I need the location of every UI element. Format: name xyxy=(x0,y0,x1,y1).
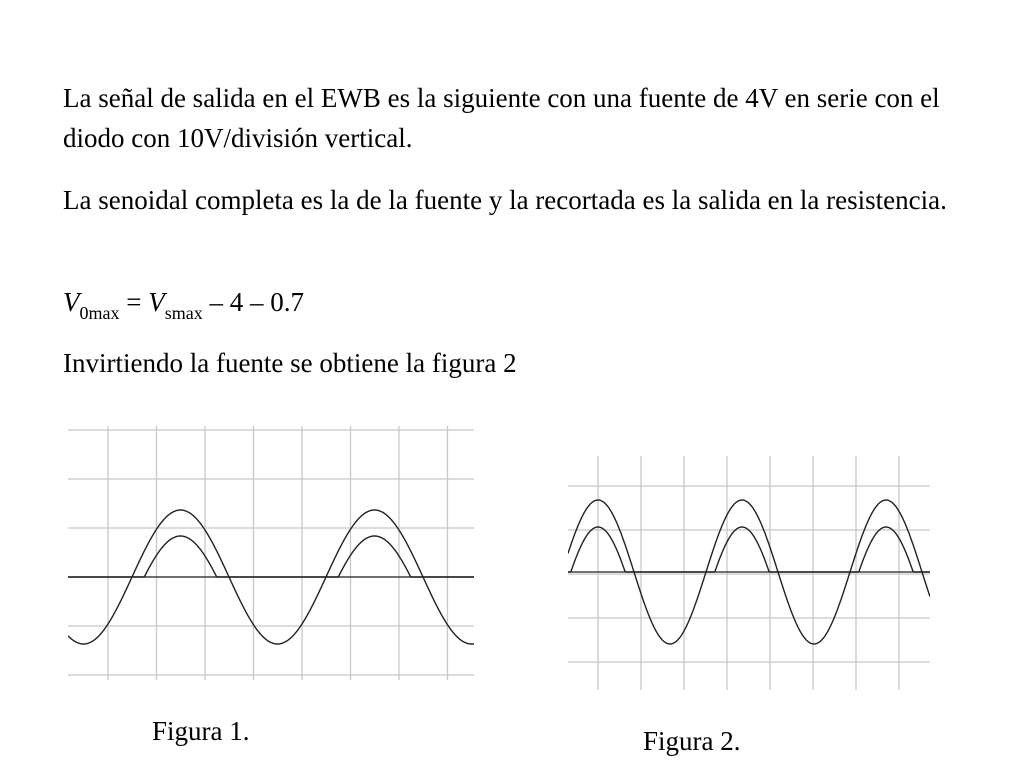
figure-1-scope xyxy=(68,426,474,680)
formula-v0-symbol: V xyxy=(63,287,80,317)
paragraph-1: La señal de salida en el EWB es la siguiente con una fuente de 4V en serie con el diodo con 10V/división vertical. xyxy=(63,83,940,153)
figure-2-scope xyxy=(568,456,930,690)
formula-equals: = xyxy=(119,287,149,317)
formula-rest: – 4 – 0.7 xyxy=(202,287,304,317)
formula-vs-symbol: V xyxy=(148,287,165,317)
formula-v0-subscript: 0max xyxy=(79,303,120,323)
paragraph-2: La senoidal completa es la de la fuente y la recortada es la salida en la resistencia. xyxy=(63,185,947,215)
formula xyxy=(63,282,963,325)
paragraph-4: Invirtiendo la fuente se obtiene la figura 2 xyxy=(63,348,517,378)
figure-2-caption: Figura 2. xyxy=(643,726,741,756)
figure-1-caption: Figura 1. xyxy=(152,716,250,746)
formula-vs-subscript: smax xyxy=(164,303,203,323)
clipped-output-trace xyxy=(568,527,930,572)
